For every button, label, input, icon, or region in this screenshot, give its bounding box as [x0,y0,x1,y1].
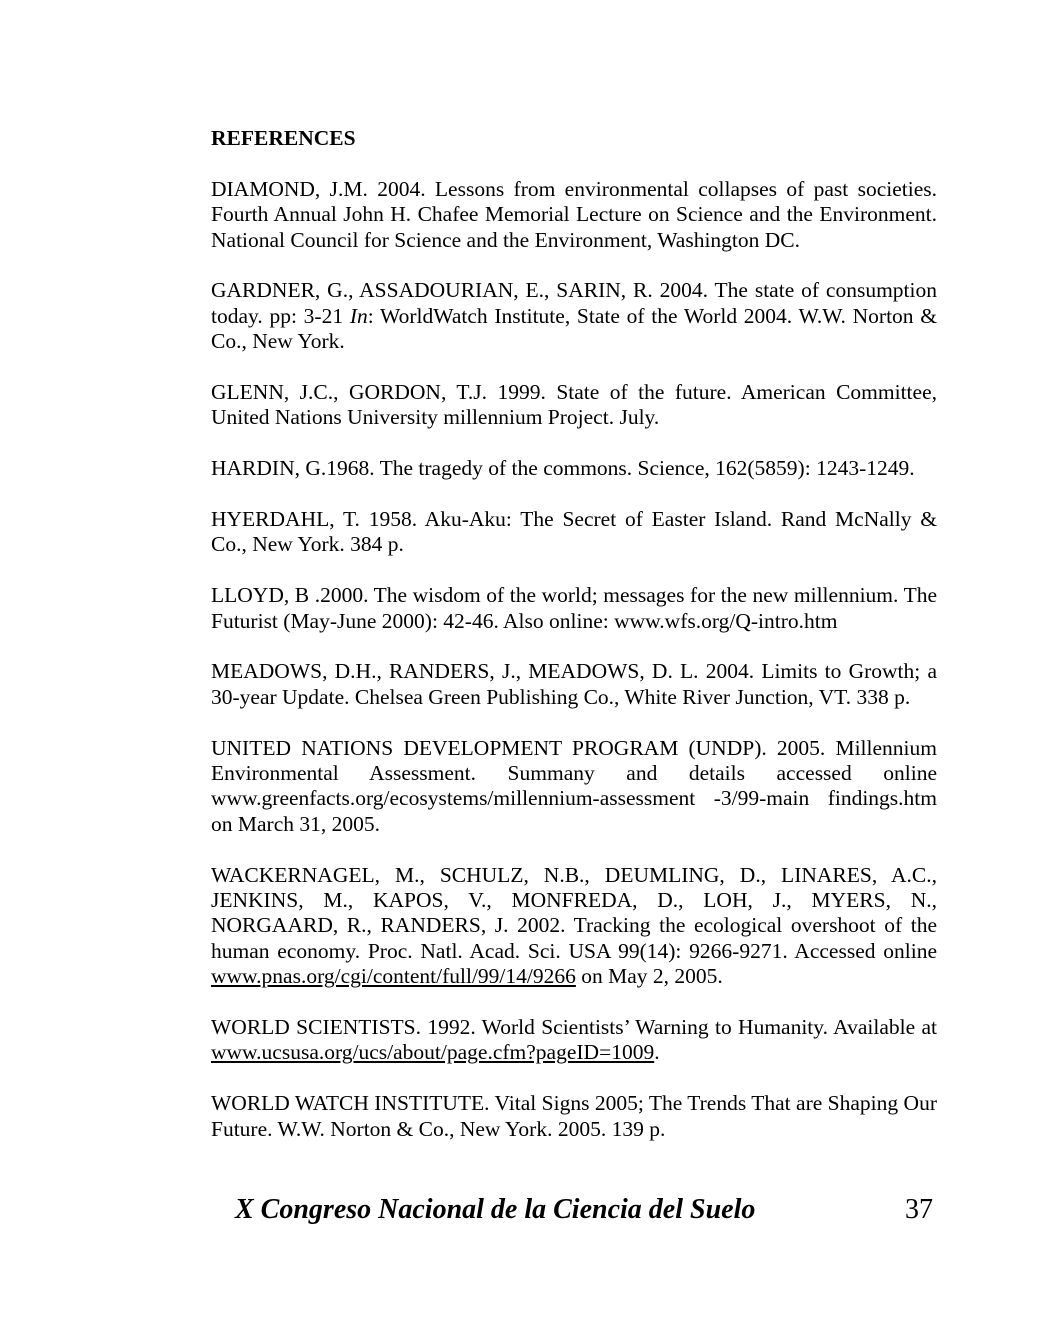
page-footer [211,1194,937,1226]
reference-text: LLOYD, B .2000. The wisdom of the world; messages for the new millennium. The Futurist (May-June 2000): 42-46. Also online: www.wfs.org/Q-intro.htm [211,583,937,633]
reference-text: HYERDAHL, T. 1958. Aku-Aku: The Secret of Easter Island. Rand McNally & Co., New York. 384 p. [211,507,937,557]
reference-paragraph [211,177,937,253]
reference-text: : WorldWatch Institute, State of the World 2004. W.W. Norton & Co., New York. [211,303,937,354]
reference-paragraph [211,863,937,990]
reference-text: WORLD WATCH INSTITUTE. Vital Signs 2005; The Trends That are Shaping Our Future. W.W. Norton & Co., New York. 2005. 139 p. [211,1091,937,1141]
reference-paragraph [211,278,937,354]
reference-paragraph [211,456,937,481]
reference-text: DIAMOND, J.M. 2004. Lessons from environmental collapses of past societies. Fourth Annual John H. Chafee Memorial Lecture on Science and the Environment. National Council for Science and the Environment, Washington DC. [211,176,937,252]
reference-paragraph [211,507,937,558]
reference-paragraph [211,659,937,710]
reference-paragraph [211,1015,937,1066]
reference-text: WACKERNAGEL, M., SCHULZ, N.B., DEUMLING, D., LINARES, A.C., JENKINS, M., KAPOS, V., MONFREDA, D., LOH, J., MYERS, N., NORGAARD, R., RANDERS, J. 2002. Tracking the ecological overshoot of the human economy. Proc. Natl. Acad. Sci. USA 99(14): 9266-9271. Accessed online [211,862,937,963]
reference-text: MEADOWS, D.H., RANDERS, J., MEADOWS, D. L. 2004. Limits to Growth; a 30-year Update. Chelsea Green Publishing Co., White River Junction, VT. 338 p. [211,659,937,709]
page-number: 37 [905,1194,933,1225]
reference-text: WORLD SCIENTISTS. 1992. World Scientists’ Warning to Humanity. Available at [211,1015,937,1040]
reference-paragraph [211,380,937,431]
reference-text: HARDIN, G.1968. The tragedy of the commons. Science, 162(5859): 1243-1249. [211,456,915,481]
reference-paragraph [211,736,937,838]
reference-text: GLENN, J.C., GORDON, T.J. 1999. State of the future. American Committee, United Nations University millennium Project. July. [211,380,937,430]
references-section [211,126,937,1167]
reference-text: In [349,303,368,328]
reference-paragraph [211,583,937,634]
section-heading: REFERENCES [211,126,356,150]
reference-paragraph [211,1091,937,1142]
reference-text: UNITED NATIONS DEVELOPMENT PROGRAM (UNDP). 2005. Millennium Environmental Assessment. Summany and details accessed online www.greenfacts.org/ecosystems/millennium-assessment -3/99-main findings.htm on March 31, 2005. [211,735,937,836]
reference-text: . [654,1040,660,1065]
reference-text: on May 2, 2005. [575,964,723,989]
reference-url: www.ucsusa.org/ucs/about/page.cfm?pageID=1009 [211,1040,655,1065]
footer-title: X Congreso Nacional de la Ciencia del Suelo [235,1194,756,1225]
references-list [211,177,937,1142]
reference-url: www.pnas.org/cgi/content/full/99/14/9266 [211,964,576,989]
reference-text: GARDNER, G., ASSADOURIAN, E., SARIN, R. 2004. The state of consumption today. pp: 3-21 [211,278,937,328]
